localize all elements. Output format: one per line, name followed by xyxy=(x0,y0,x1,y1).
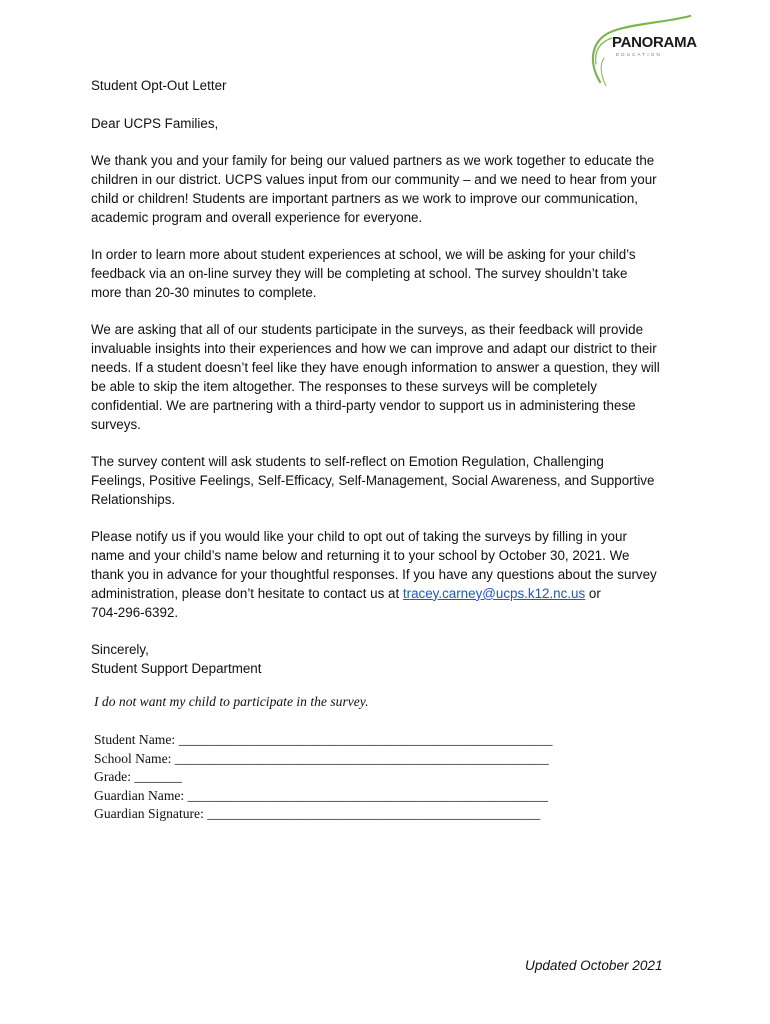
contact-line xyxy=(91,585,691,604)
form-row-school-name[interactable] xyxy=(94,750,552,769)
contact-phone: 704-296-6392. xyxy=(91,604,179,620)
paragraph-line: child or children! Students are important partners as we work to improve our communication, xyxy=(91,190,639,206)
school-name-blank[interactable]: _______________________________________________________ xyxy=(174,750,549,766)
paragraph-line: be able to skip the item altogether. The responses to these surveys will be completely xyxy=(91,378,597,394)
contact-email-link[interactable]: tracey.carney@ucps.k12.nc.us xyxy=(402,585,586,601)
paragraph-3 xyxy=(91,321,691,434)
optout-statement: I do not want my child to participate in the survey. xyxy=(94,694,369,709)
paragraph-line: Relationships. xyxy=(91,491,176,507)
paragraph-5 xyxy=(91,528,691,623)
title-text: Student Opt-Out Letter xyxy=(91,78,227,93)
salutation xyxy=(91,115,691,134)
contact-prefix: administration, please don’t hesitate to contact us at xyxy=(91,585,403,601)
student-name-blank[interactable]: _______________________________________________________ xyxy=(178,732,553,747)
grade-blank[interactable]: _______ xyxy=(134,769,182,785)
paragraph-line: name and your child’s name below and returning it to your school by October 30, 2021. We xyxy=(91,547,630,563)
paragraph-line: feedback via an on-line survey they will be completing at school. The survey shouldn’t take xyxy=(91,265,628,281)
paragraph-line: academic program and overall experience for everyone. xyxy=(91,209,423,225)
signature-text: Student Support Department xyxy=(91,660,262,676)
paragraph-line: In order to learn more about student experiences at school, we will be asking for your child’s xyxy=(91,247,636,262)
paragraph-line: needs. If a student doesn’t feel like they have enough information to answer a question, they will xyxy=(91,359,660,375)
paragraph-line: Feelings, Positive Feelings, Self-Efficacy, Self-Management, Social Awareness, and Supportive xyxy=(91,472,655,488)
field-label: Student Name: xyxy=(94,732,179,747)
optout-form xyxy=(94,731,552,824)
field-label: School Name: xyxy=(94,750,175,766)
paragraph-line: We thank you and your family for being our valued partners as we work together to educate the xyxy=(91,153,655,168)
form-row-grade[interactable] xyxy=(94,768,552,787)
logo-wordmark: PANORAMA xyxy=(612,34,697,51)
contact-suffix: or xyxy=(585,585,601,601)
form-row-student-name[interactable] xyxy=(94,731,552,750)
updated-date: Updated October 2021 xyxy=(525,958,663,973)
paragraph-2 xyxy=(91,246,691,303)
field-label: Guardian Signature: xyxy=(94,806,208,822)
guardian-signature-blank[interactable]: _________________________________________________ xyxy=(207,806,541,822)
field-label: Guardian Name: xyxy=(94,787,188,803)
paragraph-line: The survey content will ask students to self-reflect on Emotion Regulation, Challenging xyxy=(91,454,604,469)
paragraph-line: surveys. xyxy=(91,416,141,432)
paragraph-line: children in our district. UCPS values input from our community – and we need to hear from your xyxy=(91,171,657,187)
paragraph-4 xyxy=(91,453,691,510)
paragraph-line: We are asking that all of our students participate in the surveys, as their feedback will provide xyxy=(91,322,644,337)
closing-block xyxy=(91,641,691,679)
paragraph-1 xyxy=(91,152,691,228)
guardian-name-blank[interactable]: _____________________________________________________ xyxy=(187,787,548,803)
paragraph-line: more than 20-30 minutes to complete. xyxy=(91,284,317,300)
form-row-guardian-name[interactable] xyxy=(94,787,552,806)
paragraph-line: invaluable insights into their experiences and how we can improve and adapt our district to their xyxy=(91,340,657,356)
paragraph-line: Please notify us if you would like your child to opt out of taking the surveys by filling in your xyxy=(91,529,627,544)
paragraph-line: thank you in advance for your thoughtful responses. If you have any questions about the survey xyxy=(91,566,657,582)
field-label: Grade: xyxy=(94,769,135,785)
letter-title xyxy=(91,77,691,96)
form-row-guardian-signature[interactable] xyxy=(94,805,552,824)
paragraph-line: confidential. We are partnering with a third-party vendor to support us in administering these xyxy=(91,397,636,413)
closing-text: Sincerely, xyxy=(91,642,149,657)
salutation-text: Dear UCPS Families, xyxy=(91,116,219,131)
logo-subtitle: EDUCATION xyxy=(616,52,662,57)
